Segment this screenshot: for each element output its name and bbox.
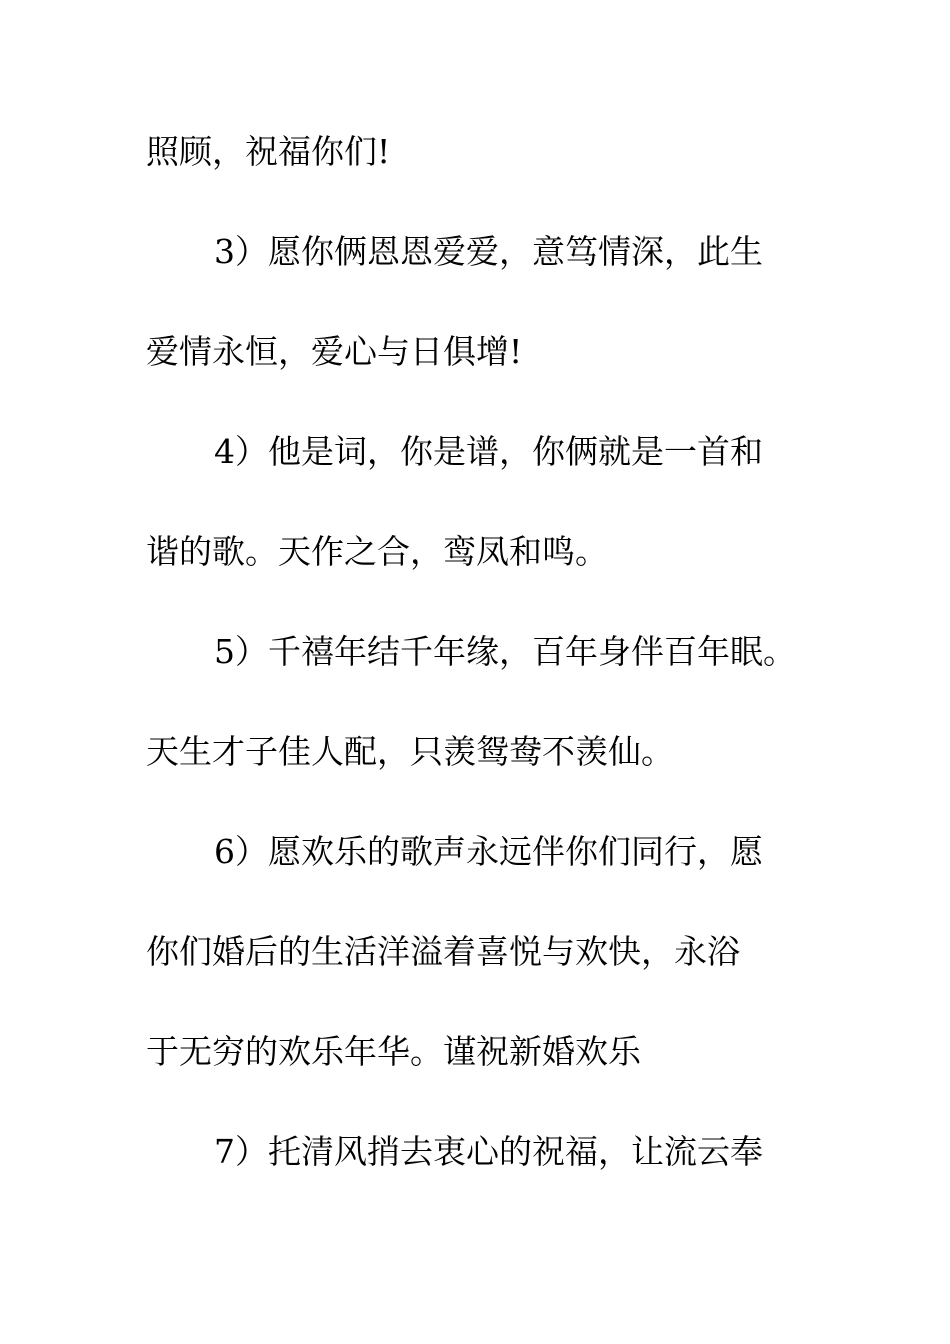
paragraph-line: 爱情永恒，爱心与日俱增!: [146, 332, 523, 371]
paragraph-line: 照顾，祝福你们!: [146, 132, 391, 171]
paragraph-line: 4）他是词，你是谱，你俩就是一首和: [214, 432, 763, 471]
paragraph-line: 3）愿你俩恩恩爱爱，意笃情深，此生: [214, 232, 763, 271]
paragraph-line: 于无穷的欢乐年华。谨祝新婚欢乐: [146, 1032, 641, 1071]
paragraph-line: 5）千禧年结千年缘，百年身伴百年眠。: [214, 632, 796, 671]
paragraph-line: 7）托清风捎去衷心的祝福，让流云奉: [214, 1132, 763, 1171]
paragraph-line: 6）愿欢乐的歌声永远伴你们同行，愿: [214, 832, 763, 871]
paragraph-line: 你们婚后的生活洋溢着喜悦与欢快，永浴: [146, 932, 740, 971]
paragraph-line: 谐的歌。天作之合，鸾凤和鸣。: [146, 532, 608, 571]
paragraph-line: 天生才子佳人配，只羡鸳鸯不羡仙。: [146, 732, 674, 771]
